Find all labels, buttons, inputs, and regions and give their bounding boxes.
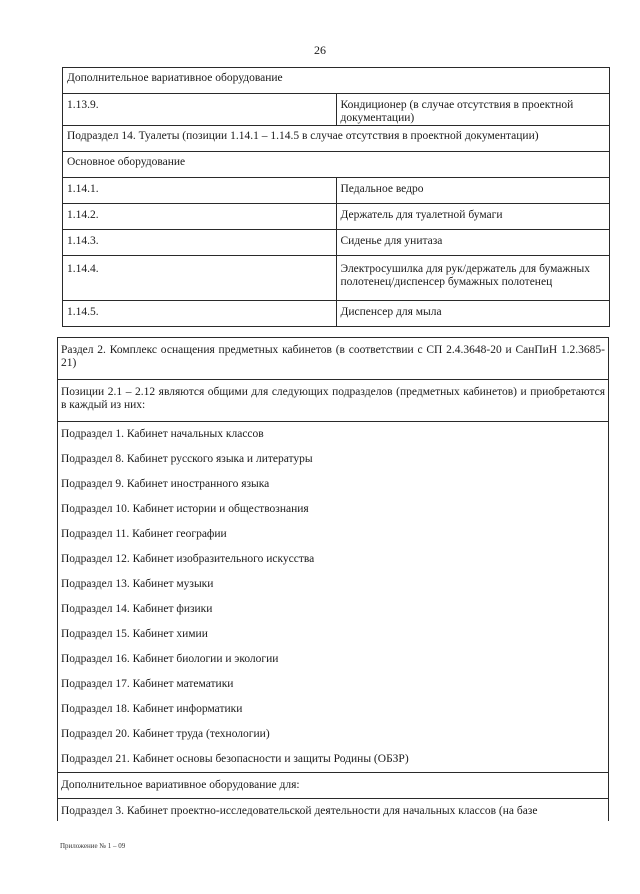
subsection-cell: Подраздел 8. Кабинет русского языка и литературы xyxy=(58,447,609,472)
table-row xyxy=(58,697,609,722)
item-name-cell: Педальное ведро xyxy=(336,178,610,204)
table-row xyxy=(58,747,609,773)
item-name-cell: Сиденье для унитаза xyxy=(336,230,610,256)
table-row xyxy=(58,722,609,747)
table-row xyxy=(58,472,609,497)
subsection-cell: Подраздел 1. Кабинет начальных классов xyxy=(58,422,609,448)
table-row xyxy=(58,338,609,380)
table-row xyxy=(58,773,609,799)
table-row xyxy=(58,447,609,472)
item-number-cell: 1.14.4. xyxy=(63,256,337,301)
table-row xyxy=(58,522,609,547)
table-row xyxy=(63,152,610,178)
page-number: 26 xyxy=(314,43,326,57)
equipment-table xyxy=(62,67,610,327)
subsection-cell: Подраздел 11. Кабинет географии xyxy=(58,522,609,547)
subsection-cell: Подраздел 3. Кабинет проектно-исследовательской деятельности для начальных классов (на базе xyxy=(58,799,609,822)
table-row xyxy=(58,547,609,572)
table-row xyxy=(63,68,610,94)
item-name-cell: Электросушилка для рук/держатель для бумажных полотенец/диспенсер бумажных полотенец xyxy=(336,256,610,301)
subsection-cell: Подраздел 12. Кабинет изобразительного искусства xyxy=(58,547,609,572)
item-number-cell: 1.14.2. xyxy=(63,204,337,230)
table-row xyxy=(58,497,609,522)
subsection-cell: Подраздел 15. Кабинет химии xyxy=(58,622,609,647)
page-footer: Приложение № 1 – 09 xyxy=(60,842,126,850)
additional-equipment-cell: Дополнительное вариативное оборудование для: xyxy=(58,773,609,799)
table-row xyxy=(63,301,610,327)
table-row xyxy=(58,422,609,448)
item-number-cell: 1.14.3. xyxy=(63,230,337,256)
section-title-cell: Раздел 2. Комплекс оснащения предметных кабинетов (в соответствии с СП 2.4.3648-20 и СанПиН 1.2.3685-21) xyxy=(58,338,609,380)
item-name-cell: Кондиционер (в случае отсутствия в проектной документации) xyxy=(336,94,610,126)
subsection-cell: Подраздел 10. Кабинет истории и обществознания xyxy=(58,497,609,522)
table-row xyxy=(63,94,610,126)
item-name-cell: Держатель для туалетной бумаги xyxy=(336,204,610,230)
section-2-table xyxy=(57,337,609,821)
subsection-cell: Подраздел 16. Кабинет биологии и экологии xyxy=(58,647,609,672)
subsection-cell: Подраздел 20. Кабинет труда (технологии) xyxy=(58,722,609,747)
item-number-cell: 1.13.9. xyxy=(63,94,337,126)
table-row xyxy=(58,380,609,422)
table-row xyxy=(58,622,609,647)
subsection-cell: Подраздел 13. Кабинет музыки xyxy=(58,572,609,597)
table-row xyxy=(63,230,610,256)
table-heading-cell: Подраздел 14. Туалеты (позиции 1.14.1 – 1.14.5 в случае отсутствия в проектной документации) xyxy=(63,126,610,152)
subsection-cell: Подраздел 9. Кабинет иностранного языка xyxy=(58,472,609,497)
item-name-cell: Диспенсер для мыла xyxy=(336,301,610,327)
subsection-cell: Подраздел 14. Кабинет физики xyxy=(58,597,609,622)
table-row xyxy=(63,178,610,204)
subsection-cell: Подраздел 17. Кабинет математики xyxy=(58,672,609,697)
positions-note-cell: Позиции 2.1 – 2.12 являются общими для следующих подразделов (предметных кабинетов) и приобретаются в каждый из них: xyxy=(58,380,609,422)
table-row xyxy=(63,126,610,152)
table-row xyxy=(58,799,609,822)
table-row xyxy=(58,672,609,697)
table-heading-cell: Основное оборудование xyxy=(63,152,610,178)
table-heading-cell: Дополнительное вариативное оборудование xyxy=(63,68,610,94)
table-row xyxy=(58,597,609,622)
table-row xyxy=(58,647,609,672)
table-row xyxy=(58,572,609,597)
table-row xyxy=(63,204,610,230)
subsection-cell: Подраздел 18. Кабинет информатики xyxy=(58,697,609,722)
item-number-cell: 1.14.1. xyxy=(63,178,337,204)
table-row xyxy=(63,256,610,301)
subsection-cell: Подраздел 21. Кабинет основы безопасности и защиты Родины (ОБЗР) xyxy=(58,747,609,773)
item-number-cell: 1.14.5. xyxy=(63,301,337,327)
